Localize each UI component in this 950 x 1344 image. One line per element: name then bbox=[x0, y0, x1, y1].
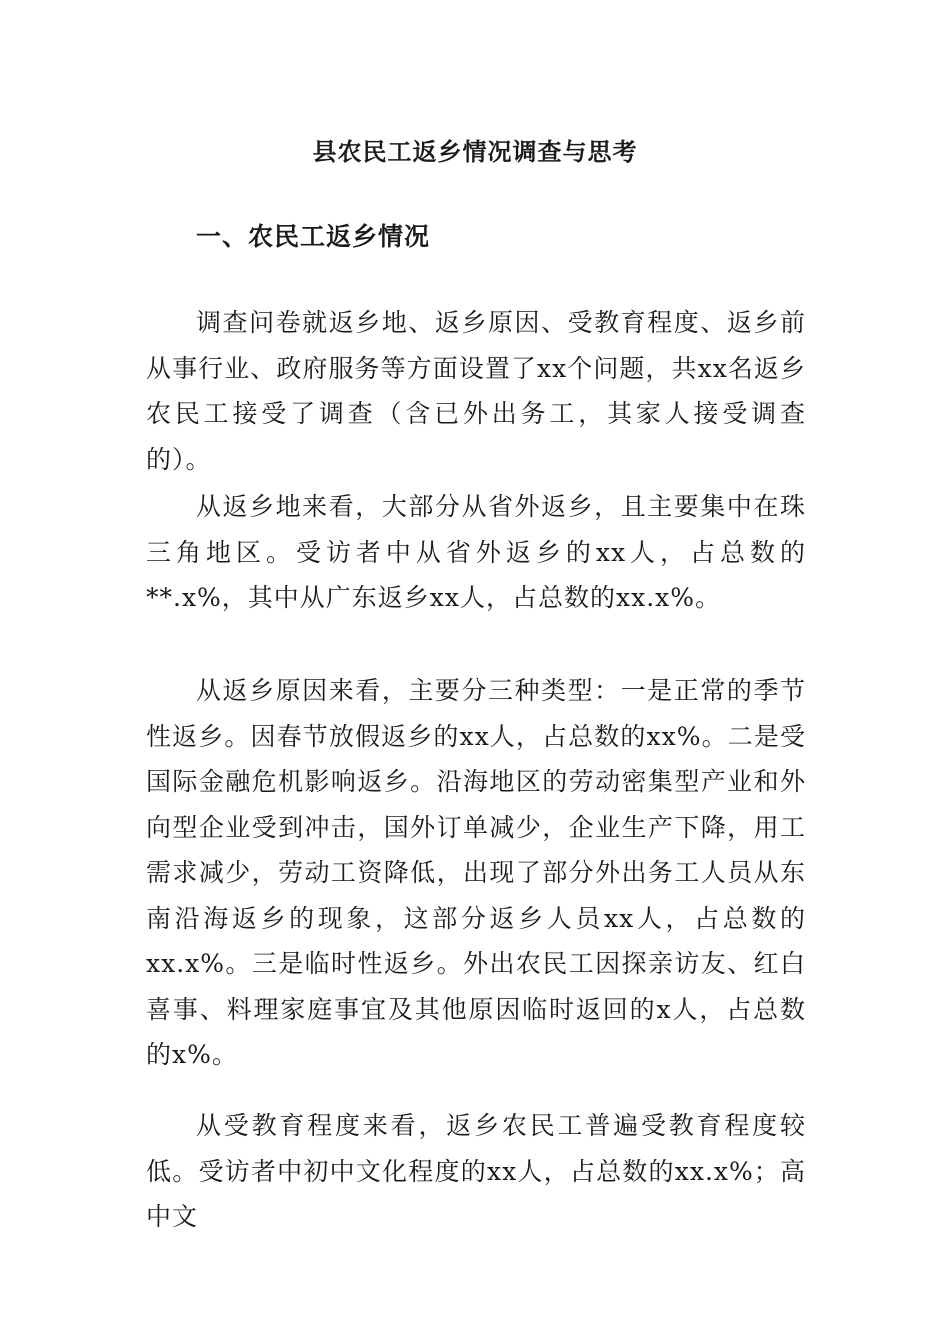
section-heading: 一、农民工返乡情况 bbox=[196, 222, 431, 251]
paragraph-survey-overview: 调查问卷就返乡地、返乡原因、受教育程度、返乡前从事行业、政府服务等方面设置了xx个问题，共xx名返乡农民工接受了调查（含已外出务工，其家人接受调查的）。 bbox=[146, 308, 806, 474]
paragraph-education-level: 从受教育程度来看，返乡农民工普遍受教育程度较低。受访者中初中文化程度的xx人，占总数的xx.x%；高中文 bbox=[146, 1111, 806, 1231]
paragraph-return-reasons: 从返乡原因来看，主要分三种类型：一是正常的季节性返乡。因春节放假返乡的xx人，占总数的xx%。二是受国际金融危机影响返乡。沿海地区的劳动密集型产业和外向型企业受到冲击，国外订单减少，企业生产下降，用工需求减少，劳动工资降低，出现了部分外出务工人员从东南沿海返乡的现象，这部分返乡人员xx人，占总数的xx.x%。三是临时性返乡。外出农民工因探亲访友、红白喜事、料理家庭事宜及其他原因临时返回的x人，占总数的x%。 bbox=[146, 676, 806, 1069]
document-title: 县农民工返乡情况调查与思考 bbox=[312, 137, 638, 166]
paragraph-return-origin: 从返乡地来看，大部分从省外返乡，且主要集中在珠三角地区。受访者中从省外返乡的xx人，占总数的**.x%，其中从广东返乡xx人，占总数的xx.x%。 bbox=[146, 492, 806, 612]
